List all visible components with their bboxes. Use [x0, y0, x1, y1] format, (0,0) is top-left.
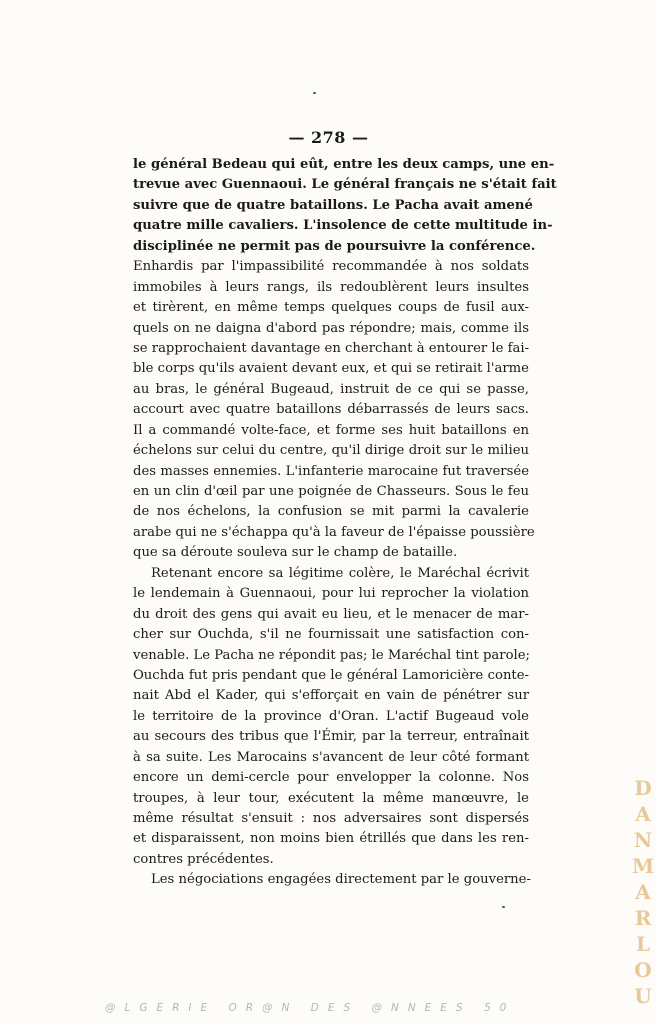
text-line: des masses ennemies. L'infanterie marocaine fut traversée: [133, 463, 529, 479]
text-line: cher sur Ouchda, s'il ne fournissait une satisfaction con-: [133, 627, 529, 643]
text-line: Il a commandé volte-face, et forme ses huit bataillons en: [133, 422, 529, 438]
text-line: et disparaissent, non moins bien étrillés que dans les ren-: [133, 831, 529, 847]
text-line: à sa suite. Les Marocains s'avancent de leur côté formant: [133, 749, 529, 765]
ink-speck: [502, 906, 505, 908]
text-line: en un clin d'œil par une poignée de Chasseurs. Sous le feu: [133, 484, 529, 499]
side-watermark-letter: N: [633, 828, 653, 852]
text-line: au bras, le général Bugeaud, instruit de ce qui se passe,: [133, 381, 529, 397]
side-watermark-letter: R: [634, 906, 652, 930]
text-line: accourt avec quatre bataillons débarrassés de leurs sacs.: [133, 402, 529, 418]
text-line: ble corps qu'ils avaient devant eux, et qui se retirait l'arme: [133, 361, 529, 377]
text-line: troupes, à leur tour, exécutent la même manœuvre, le: [133, 790, 529, 806]
bottom-watermark: @LGERIE OR@N DES @NNEES 50: [105, 1002, 516, 1014]
side-watermark: [632, 775, 654, 1009]
side-watermark-letter: D: [634, 776, 652, 800]
text-line: trevue avec Guennaoui. Le général français ne s'était fait: [133, 177, 557, 193]
page-number: — 278 —: [288, 128, 369, 147]
text-line: suivre que de quatre bataillons. Le Pacha avait amené: [133, 197, 533, 213]
text-line: Ouchda fut pris pendant que le général Lamoricière conte-: [133, 667, 529, 683]
text-line: le territoire de la province d'Oran. L'actif Bugeaud vole: [133, 708, 529, 724]
text-line: de nos échelons, la confusion se mit parmi la cavalerie: [133, 504, 529, 520]
text-line: au secours des tribus que l'Émir, par la terreur, entraînait: [133, 729, 529, 745]
text-line: le général Bedeau qui eût, entre les deux camps, une en-: [133, 157, 555, 172]
text-line: Les négociations engagées directement par le gouverne-: [151, 872, 531, 888]
side-watermark-letter: U: [634, 984, 652, 1008]
text-line: échelons sur celui du centre, qu'il dirige droit sur le milieu: [133, 443, 529, 459]
side-watermark-letter: A: [635, 802, 651, 826]
text-line: contres précédentes.: [133, 851, 274, 867]
text-line: encore un demi-cercle pour envelopper la colonne. Nos: [133, 770, 529, 786]
side-watermark-letter: L: [635, 932, 651, 956]
text-line: que sa déroute souleva sur le champ de bataille.: [133, 545, 458, 561]
text-line: du droit des gens qui avait eu lieu, et le menacer de mar-: [133, 606, 529, 622]
text-line: même résultat s'ensuit : nos adversaires sont dispersés: [133, 811, 529, 826]
text-line: se rapprochaient davantage en cherchant à entourer le fai-: [133, 340, 530, 356]
text-line: immobiles à leurs rangs, ils redoublèrent leurs insultes: [133, 279, 529, 295]
body-text: [133, 155, 557, 891]
text-line: Retenant encore sa légitime colère, le Maréchal écrivit: [151, 565, 529, 581]
text-line: disciplinée ne permit pas de poursuivre la conférence.: [133, 238, 536, 254]
side-watermark-letter: A: [635, 880, 651, 904]
side-watermark-letter: O: [634, 958, 652, 982]
text-line: et tirèrent, en même temps quelques coups de fusil aux-: [133, 300, 529, 316]
text-line: le lendemain à Guennaoui, pour lui reprocher la violation: [133, 586, 529, 602]
text-line: Enhardis par l'impassibilité recommandée à nos soldats: [133, 259, 529, 275]
side-watermark-letter: M: [632, 854, 655, 878]
text-line: quels on ne daigna d'abord pas répondre; mais, comme ils: [133, 320, 529, 336]
text-line: venable. Le Pacha ne répondit pas; le Maréchal tint parole;: [133, 647, 530, 663]
ink-speck: [313, 92, 316, 94]
text-line: quatre mille cavaliers. L'insolence de cette multitude in-: [133, 218, 553, 234]
text-line: arabe qui ne s'échappa qu'à la faveur de l'épaisse poussière: [133, 524, 535, 540]
text-line: nait Abd el Kader, qui s'efforçait en vain de pénétrer sur: [133, 688, 529, 704]
